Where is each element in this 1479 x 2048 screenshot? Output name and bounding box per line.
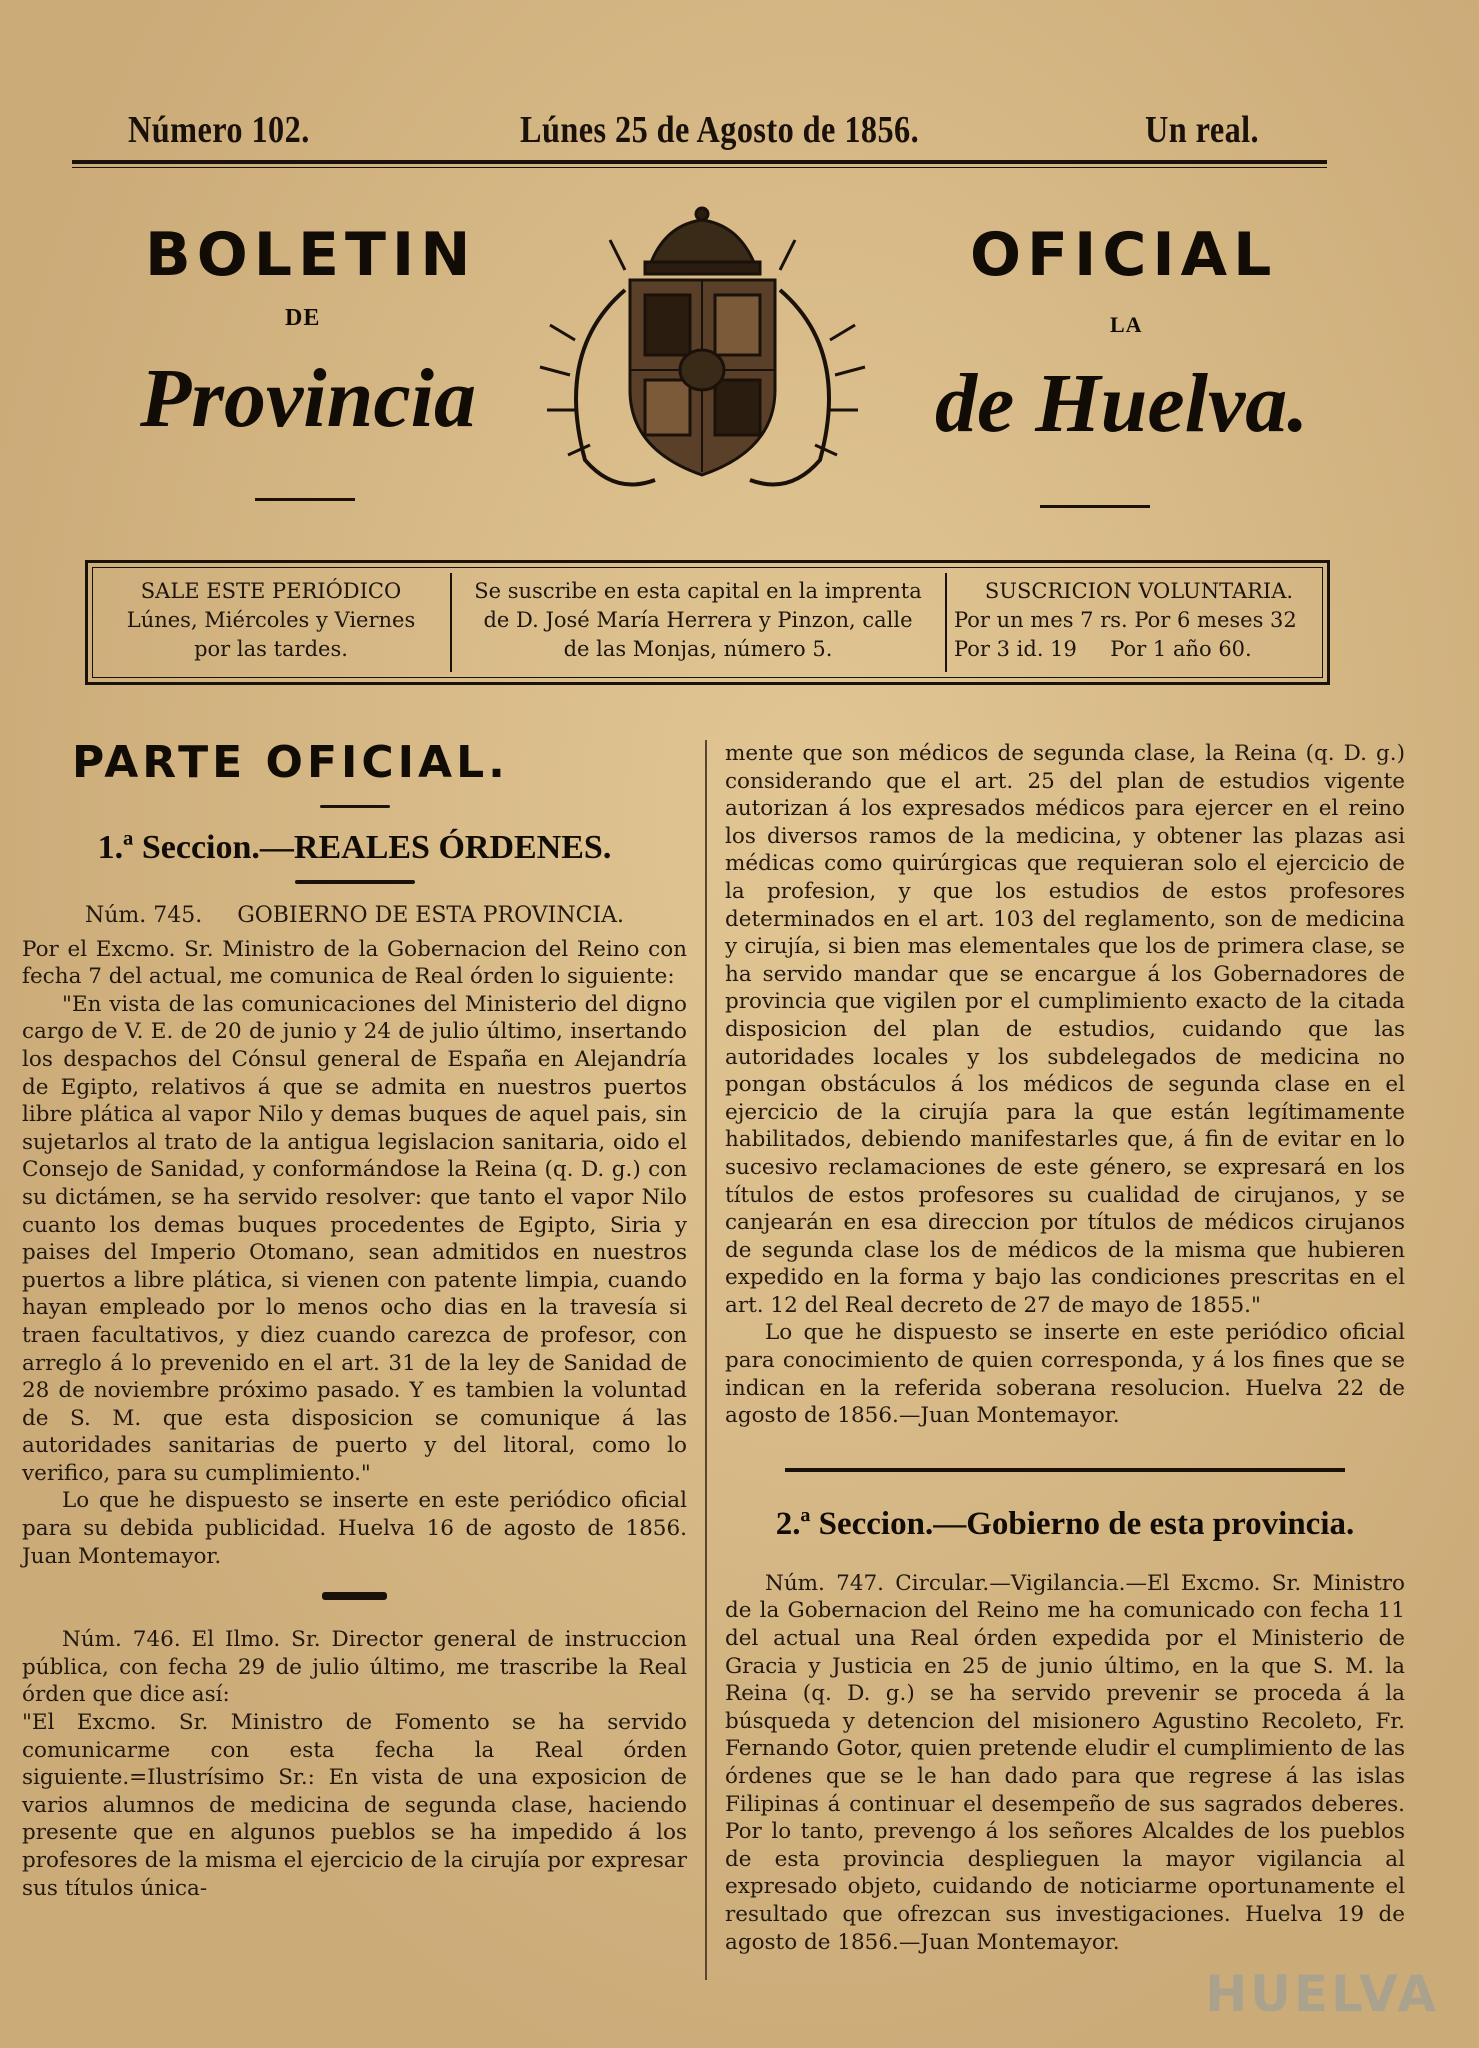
parte-oficial-heading: PARTE OFICIAL. (72, 737, 509, 788)
subscription-printer: Se suscribe en esta capital en la imprenta de D. José María Herrera y Pinzon, calle de las Monjas, número 5. (474, 579, 922, 661)
title-de-huelva: de Huelva. (935, 357, 1309, 450)
section-rule (785, 1468, 1345, 1472)
title-de: DE (285, 305, 321, 331)
title-ornament-left (255, 498, 355, 501)
subscription-prices: SUSCRICION VOLUNTARIA. Por un mes 7 rs. Por 6 meses 32 Por 3 id. 19 Por 1 año 60. (954, 579, 1297, 661)
notice-747-body: Núm. 747. Circular.—Vigilancia.—El Excmo. Sr. Ministro de la Gobernacion del Reino me ha comunicado con fecha 11 del actual una Real órden expedida por el Ministerio de Gracia y Justicia en 25 de junio último, en la que S. M. la Reina (q. D. g.) se ha servido prevenir se proceda á la búsqueda y detencion del misionero Agustino Recoleto, Fr. Fernando Gotor, quien pretende eludir el cumplimiento de las órdenes que se le han dado para que regrese á las islas Filipinas á continuar el desempeño de sus sagrados deberes. Por lo tanto, prevengo á los señores Alcaldes de los pueblos de esta provincia desplieguen la mayor vigilancia al expresado objeto, cuidando de noticiarme oportunamente el resultado que ofrezcan sus investigaciones. Huelva 19 de agosto de 1856.—Juan Montemayor. (725, 1570, 1405, 1955)
subscription-schedule: SALE ESTE PERIÓDICO Lúnes, Miércoles y Viernes por las tardes. (126, 579, 416, 661)
column-divider (705, 740, 707, 1980)
notice-745-intro: Por el Excmo. Sr. Ministro de la Gobernacion del Reino con fecha 7 del actual, me comunica de Real órden lo siguiente: (22, 936, 687, 990)
notice-745-closing: Lo que he dispuesto se inserte en este periódico oficial para su debida publicidad. Huelva 16 de agosto de 1856. Juan Montemayor. (22, 1488, 687, 1569)
subscription-divider (945, 573, 947, 672)
issue-price: Un real. (1145, 109, 1260, 151)
title-boletin: BOLETIN (145, 220, 477, 290)
title-provincia: Provincia (140, 352, 476, 445)
notice-746-body: "El Excmo. Sr. Ministro de Fomento se ha servido comunicarme con esta fecha la Real órden siguiente.=Ilustrísimo Sr.: En vista de una exposicion de varios alumnos de medicina de segunda clase, haciendo presente que en algunos pueblos se ha impedido á los profesores de la misma el ejercicio de la cirujía por expresar sus títulos única- (22, 1710, 687, 1901)
notice-745-body: "En vista de las comunicaciones del Ministerio del digno cargo de V. E. de 20 de junio y 24 de julio último, insertando los despachos del Cónsul general de España en Alejandría de Egipto, relativos á que se admita en nuestros puertos libre plática al vapor Nilo y demas buques de aquel pais, sin sujetarlos al trato de la antigua legislacion sanitaria, oido el Consejo de Sanidad, y conformándose la Reina (q. D. g.) con su dictámen, se ha servido resolver: que tanto el vapor Nilo cuanto los demas buques procedentes de Egipto, Siria y paises del Imperio Otomano, sean admitidos en nuestros puertos a libre plática, si vienen con patente limpia, cuando hayan empleado por lo menos ocho dias en la travesía si traen facultativos, y diez cuando carezca de profesor, con arreglo á lo prevenido en el art. 31 de la ley de Sanidad de 28 de noviembre próximo pasado. Y es tambien la voluntad de S. M. que esta disposicion se comunique á las autoridades sanitarias de puerto y del litoral, como lo verifico, para su cumplimiento." (22, 991, 687, 1486)
notice-745-title: Núm. 745. GOBIERNO DE ESTA PROVINCIA. (84, 903, 624, 928)
ornament-rule (322, 1592, 387, 1600)
notice-746-intro: Núm. 746. El Ilmo. Sr. Director general de instruccion pública, con fecha 29 de julio último, me trascribe la Real órden que dice así: (22, 1627, 687, 1708)
masthead-rule-top (72, 160, 1327, 164)
subscription-box (85, 560, 1330, 685)
watermark-huelva: HUELVA (1205, 1965, 1439, 2023)
ornament-rule (320, 805, 390, 808)
ornament-rule (295, 880, 415, 884)
section-2-heading: 2.ª Seccion.—Gobierno de esta provincia. (775, 1505, 1355, 1542)
masthead-rule-thin (72, 167, 1327, 168)
section-1-heading: 1.ª Seccion.—REALES ÓRDENES. (97, 829, 612, 866)
royal-coat-of-arms-icon (515, 200, 890, 505)
subscription-divider (450, 573, 452, 672)
title-oficial: OFICIAL (970, 220, 1278, 290)
issue-date: Lúnes 25 de Agosto de 1856. (520, 109, 920, 151)
notice-746-continued: mente que son médicos de segunda clase, la Reina (q. D. g.) considerando que el art. 25 del plan de estudios vigente autorizan á los expresados médicos para ejercer en el reino los diversos ramos de la medicina, y obtener las plazas asi médicas como quirúrgicas que requieran solo el ejercicio de la profesion, y que los estudios de estos profesores determinados en el art. 103 del reglamento, son de medicina y cirujía, si bien mas elementales que los de primera clase, se ha servido mandar que se encargue á los Gobernadores de provincia que vigilen por el cumplimiento exacto de la citada disposicion del plan de estudios, cuidando que las autoridades locales y los subdelegados de medicina no pongan obstáculos á los médicos de segunda clase en el ejercicio de la cirujía para la que están legítimamente habilitados, debiendo manifestarles que, á fin de evitar en lo sucesivo reclamaciones de este género, se expresará en los títulos de estos profesores su cualidad de cirujanos, y se canjearán en esa direccion por títulos de médicos cirujanos de segunda clase los de médicos de la misma que hubieren expedido en la forma y bajo las condiciones prescritas en el art. 12 del Real decreto de 27 de mayo de 1855." (725, 741, 1405, 1318)
left-column (22, 735, 687, 1902)
title-la: LA (1110, 312, 1143, 337)
title-ornament-right (1040, 505, 1150, 508)
issue-number: Número 102. (128, 109, 310, 151)
right-column (725, 740, 1405, 1956)
notice-746-closing: Lo que he dispuesto se inserte en este periódico oficial para conocimiento de quien corresponda, y á los fines que se indican en la referida soberana resolucion. Huelva 22 de agosto de 1856.—Juan Montemayor. (725, 1320, 1405, 1429)
masthead-top-row (120, 108, 1260, 158)
